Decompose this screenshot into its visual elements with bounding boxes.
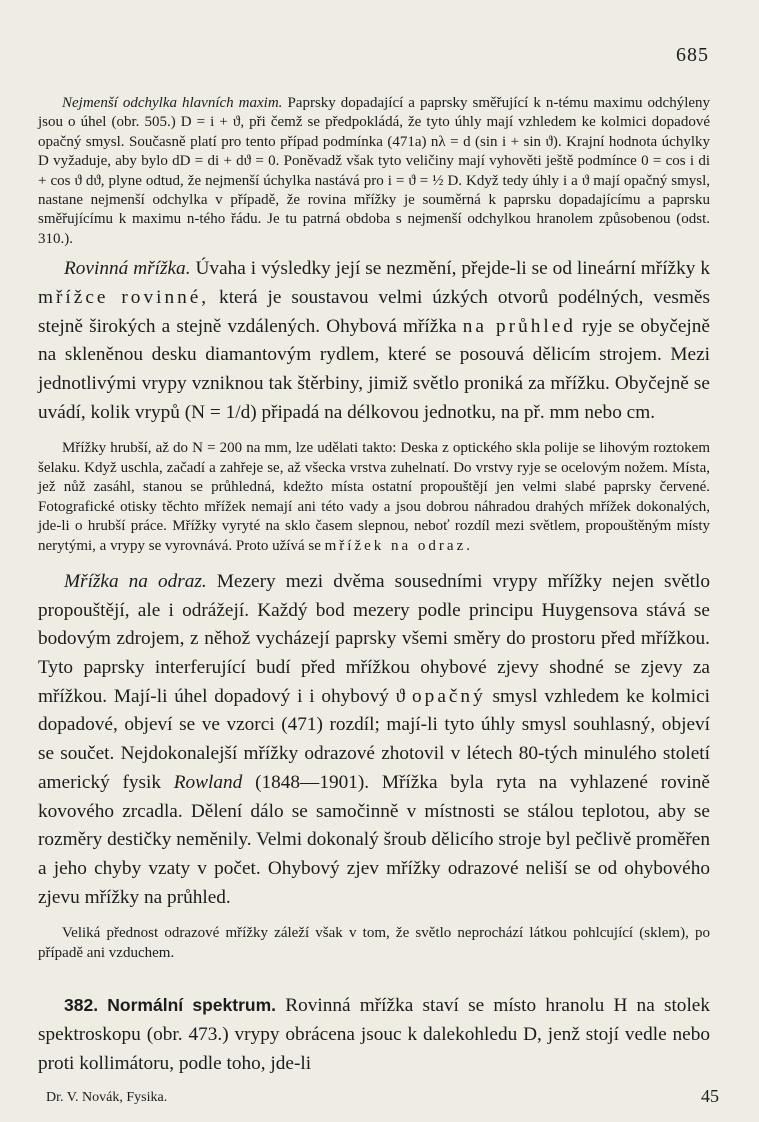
paragraph-text: Mřížky hrubší, až do N = 200 na mm, lze udělati takto: Deska z optického skla polije se lihovým roztokem šelaku. Když uschla, začadí a zahřeje se, až všecka vrstva zuhelnatí. Do vrstvy ryje se ocelovým nožem. Místa, jež nůž zasáhl, stanou se průhledná, kdežto místa ostatní propouštějí jen velmi slabé paprsky červené. Fotografické otisky těchto mřížek nemají ani této vady a jsou dobrou náhradou drahých mřížek dokonalých, jde-li o hrubší práce. Mřížky vyryté na sklo časem slepnou, neboť rozdíl mezi světlem, propouštěným místy nerytými, a vrypy se vyrovnává. Proto užívá se <box>38 440 710 554</box>
paragraph-text: Rovinná mřížka staví se místo hranolu H na stolek spektroskopu (obr. 473.) vrypy obrácena jsouc k dalekohledu D, jenž stojí vedle nebo proti kollimátoru, podle toho, jde-li <box>38 995 711 1074</box>
paragraph-text: smysl vzhledem ke kolmici dopadové, objeví se ve vzorci (471) rozdíl; mají-li tyto úhly smysl souhlasný, objeví se součet. Nejdokonalejší mřížky odrazové zhotovil v létech 80-tých minulého století americký fysik <box>38 685 710 793</box>
spaced-term: opačný <box>412 685 486 707</box>
page-footer <box>46 1086 719 1106</box>
page-body <box>38 94 710 1078</box>
paragraph-text: Mezery mezi dvěma sousedními vrypy mřížky nejen světlo propouštějí, ale i odrážejí. Každý bod mezery podle principu Huygensova stává se bodovým zdrojem, z něhož vycházejí paprsky všemi směry do prostoru před mřížkou. Tyto paprsky interferující budí před mřížkou ohybové zjevy shodné se zjevy za mřížkou. Mají-li úhel dopadový i i ohybový ϑ <box>38 570 711 707</box>
paragraph-text: ryje se obyčejně na skleněnou desku diamantovým rydlem, které se posouvá dělicím strojem. Mezi jednotlivými vrypy vzniknou tak štěrbiny, jimiž světlo proniká za mřížku. Obyčejně se uvádí, kolik vrypů (N = 1/d) připadá na délkovou jednotku, na př. mm nebo cm. <box>38 315 710 423</box>
page-number: 685 <box>676 44 709 66</box>
paragraph-reflection-grating <box>38 568 710 912</box>
footer-author: Dr. V. Novák, Fysika. <box>46 1090 168 1105</box>
paragraph-minimum-deviation <box>38 94 710 249</box>
paragraph-text: Úvaha i výsledky její se nezmění, přejde-li se od lineární mřížky k <box>195 258 710 280</box>
spaced-term: mřížek na odraz. <box>324 537 473 554</box>
paragraph-planar-grating <box>38 255 710 427</box>
paragraph-lead: Rovinná mřížka. <box>64 258 191 280</box>
paragraph-lead: Nejmenší odchylka hlavních maxim. <box>62 95 283 111</box>
section-heading: 382. Normální spektrum. <box>64 995 277 1016</box>
section-normal-spectrum <box>38 991 710 1078</box>
paragraph-advantage <box>38 924 710 963</box>
paragraph-text: která je soustavou velmi úzkých otvorů podélných, vesměs stejně širokých a stejně vzdálených. Ohybová mřížka <box>38 286 710 337</box>
signature-mark: 45 <box>701 1086 719 1106</box>
person-name: Rowland <box>173 771 243 793</box>
spaced-term: na průhled <box>462 315 576 337</box>
spaced-term: mřížce rovinné, <box>38 286 210 308</box>
paragraph-text: Paprsky dopadající a paprsky směřující k n-tému maximu odchýleny jsou o úhel (obr. 505.) D = i + ϑ, při čemž se předpokládá, že tyto úhly mají vzhledem ke kolmici dopadové opačný smysl. Současně platí pro tento případ podmínka (471a) nλ = d (sin i + sin ϑ). Krajní hodnota úchylky D vyžaduje, aby bylo dD = di + dϑ = 0. Poněvadž však tyto veličiny mají vyhověti ještě podmínce 0 = cos i di + cos ϑ dϑ, plyne odtud, že nejmenší úchylka nastává pro i = ϑ = ½ D. Když tedy úhly i a ϑ mají opačný smysl, nastane nejmenší odchylka v případě, že rovina mřížky je souměrná k paprsku dopadajícímu a paprsku směřujícímu k maximu n-tého řádu. Je tu patrná obdoba s nejmenší odchylkou hranolem způsobenou (odst. 310.). <box>38 95 711 247</box>
paragraph-text: Veliká přednost odrazové mřížky záleží však v tom, že světlo neprochází látkou pohlcující (sklem), po případě ani vzduchem. <box>38 925 710 961</box>
paragraph-lead: Mřížka na odraz. <box>64 570 207 592</box>
paragraph-coarse-gratings <box>38 439 710 555</box>
paragraph-text: (1848—1901). Mřížka byla ryta na vyhlazené rovině kovového zrcadla. Dělení dálo se samočinně v místnosti se stálou teplotou, aby se rozměry destičky neměnily. Velmi dokonalý šroub dělicího stroje byl pečlivě proměřen a jeho chyby vzaty v počet. Ohybový zjev mřížky odrazové neliší se od ohybového zjevu mřížky na průhled. <box>38 771 710 908</box>
